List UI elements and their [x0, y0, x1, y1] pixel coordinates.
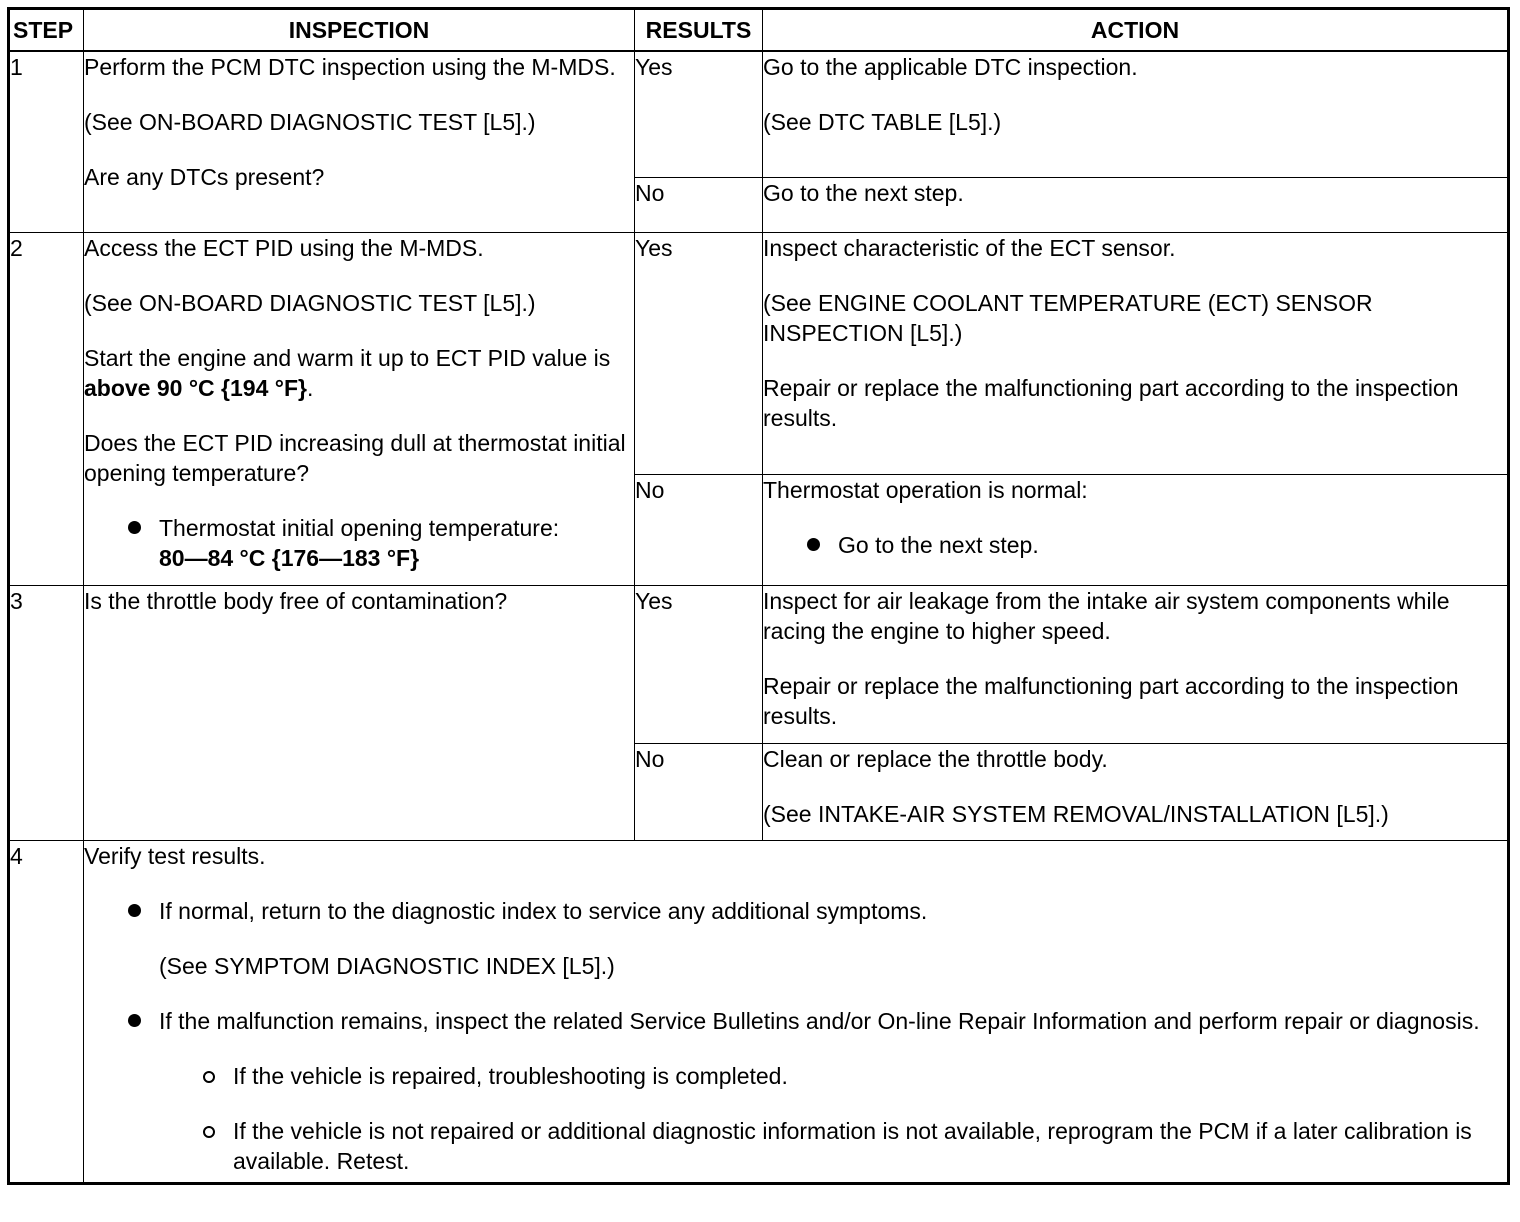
step-3-inspection: [84, 585, 635, 840]
step-3-action-no: [763, 743, 1509, 840]
header-inspection: INSPECTION: [84, 9, 635, 52]
step-2-action-no: [763, 474, 1509, 585]
step-3-yes-action-repair: Repair or replace the malfunctioning part according to the inspection results.: [763, 672, 1459, 729]
header-step: STEP: [9, 9, 84, 52]
step-1-inspection-text: Perform the PCM DTC inspection using the M-MDS.: [84, 54, 616, 80]
step-2-no-action-text: Thermostat operation is normal:: [763, 476, 1088, 503]
step-3-inspection-question: Is the throttle body free of contamination?: [84, 587, 508, 614]
step-3-yes-action-text: Inspect for air leakage from the intake air system components while racing the engine to higher speed.: [763, 587, 1450, 644]
step-3-no-action-reference: (See INTAKE-AIR SYSTEM REMOVAL/INSTALLATION [L5].): [763, 800, 1389, 827]
step-2-no-action-bullet: Go to the next step.: [763, 530, 1507, 560]
step-1-inspection-reference: (See ON-BOARD DIAGNOSTIC TEST [L5].): [84, 109, 536, 135]
header-results: RESULTS: [635, 9, 763, 52]
step-2-bullet-text: Thermostat initial opening temperature:: [159, 514, 560, 541]
step-2-inspection-procedure: [84, 343, 634, 403]
step-2-procedure-period: .: [306, 374, 314, 401]
step-1-no-action-text: Go to the next step.: [763, 179, 964, 206]
step-2-procedure-text: Start the engine and warm it up to ECT PID value is: [84, 344, 611, 371]
step-1-row-yes: [9, 51, 1509, 177]
header-action: ACTION: [763, 9, 1509, 52]
step-1-yes-action-text: Go to the applicable DTC inspection.: [763, 54, 1138, 80]
step-4-row: [9, 840, 1509, 1183]
step-2-row-yes: [9, 232, 1509, 474]
step-3-number: 3: [9, 585, 84, 840]
step-1-result-yes: Yes: [635, 51, 763, 177]
step-2-yes-action-text: Inspect characteristic of the ECT sensor.: [763, 234, 1176, 261]
step-2-result-yes: Yes: [635, 232, 763, 474]
step-1-action-no: [763, 177, 1509, 232]
step-1-action-yes: [763, 51, 1509, 177]
step-2-bullet: [84, 513, 634, 573]
step-2-yes-action-repair: Repair or replace the malfunctioning part according to the inspection results.: [763, 374, 1459, 431]
step-2-bullet-value: 80—84 °C {176—183 °F}: [159, 544, 420, 571]
step-4-sub-not-repaired: If the vehicle is not repaired or additional diagnostic information is not available, reprogram the PCM if a later calibration is available. Retest.: [84, 1116, 1507, 1176]
step-4-content: [84, 840, 1509, 1183]
step-3-action-yes: [763, 585, 1509, 743]
step-4-number: 4: [9, 840, 84, 1183]
step-4-bullet-malfunction: If the malfunction remains, inspect the related Service Bulletins and/or On-line Repair Information and perform repair or diagnosis.: [84, 1006, 1507, 1036]
step-2-action-yes: [763, 232, 1509, 474]
step-4-sub-repaired: If the vehicle is repaired, troubleshooting is completed.: [84, 1061, 1507, 1091]
step-2-yes-action-reference: (See ENGINE COOLANT TEMPERATURE (ECT) SENSOR INSPECTION [L5].): [763, 289, 1373, 346]
step-2-result-no: No: [635, 474, 763, 585]
step-4-intro: Verify test results.: [84, 842, 266, 869]
step-4-bullet-normal-reference: (See SYMPTOM DIAGNOSTIC INDEX [L5].): [159, 952, 615, 979]
step-3-result-yes: Yes: [635, 585, 763, 743]
diagnostic-table: [7, 7, 1510, 1185]
step-1-inspection: [84, 51, 635, 232]
header-row: [9, 9, 1509, 52]
step-2-inspection-text: Access the ECT PID using the M-MDS.: [84, 234, 484, 261]
step-2-number: 2: [9, 232, 84, 585]
step-3-no-action-text: Clean or replace the throttle body.: [763, 745, 1108, 772]
diagnostic-document: [7, 7, 1510, 1185]
step-1-yes-action-reference: (See DTC TABLE [L5].): [763, 109, 1002, 135]
step-1-inspection-question: Are any DTCs present?: [84, 164, 325, 190]
step-2-inspection: [84, 232, 635, 585]
step-3-result-no: No: [635, 743, 763, 840]
step-2-inspection-question: Does the ECT PID increasing dull at thermostat initial opening temperature?: [84, 429, 626, 486]
step-2-inspection-reference: (See ON-BOARD DIAGNOSTIC TEST [L5].): [84, 289, 536, 316]
step-1-number: 1: [9, 51, 84, 232]
step-2-procedure-threshold: above 90 °C {194 °F}: [84, 374, 307, 401]
step-1-result-no: No: [635, 177, 763, 232]
step-4-bullet-normal: If normal, return to the diagnostic index to service any additional symptoms.: [84, 896, 1507, 926]
step-3-row-yes: [9, 585, 1509, 743]
